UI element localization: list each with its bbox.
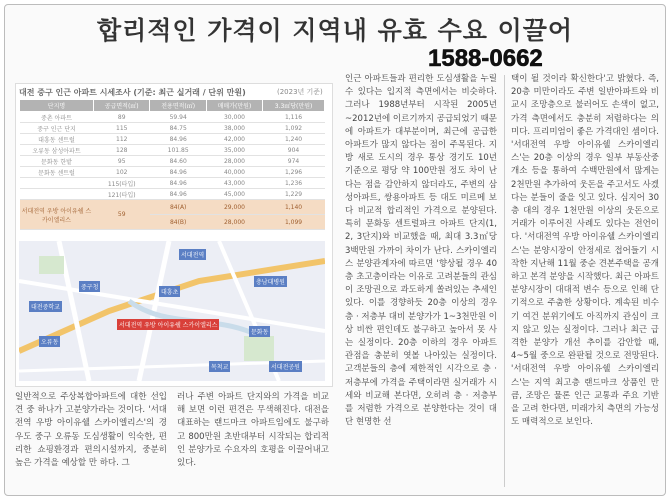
table-row — [20, 156, 325, 167]
table-header: 공급면적(㎡) — [94, 100, 150, 112]
column-divider — [504, 75, 505, 487]
main-location-pin: 서대전역 우방 아이유쉘 스카이엘리스 — [117, 319, 219, 330]
table-cell: 1,296 — [263, 167, 325, 178]
table-cell: 102 — [94, 167, 150, 178]
table-row-highlight — [20, 200, 325, 215]
table-cell — [20, 178, 94, 189]
location-map — [19, 241, 325, 381]
table-row — [20, 167, 325, 178]
map-pin: 대흥초 — [159, 286, 180, 297]
article-text: 인근 아파트들과 편리한 도심생활을 누릴 수 있다는 입지적 측면에서는 비슷하다. 그러나 1988년부터 시작된 2005년~2012년에 이르기까지 공급되었기 때문에 아파트가 대부분이며, 최근에 공급한 아파트가 많지 않다는 점이 주목된다. 지방 새로 도시의 경우 통상 경기도 10년 기준으로 평당 약 100만원 정도 차이 난다는 점을 감안하지 않더라도, 주변의 삼성아파트, 쌍용아파트 등 대도 미르메 보다 비교적 합리적인 가격으로 분양된다. 특히 문화동 센트럴파크 아파트 단지(1, 2, 3단지)와 비교했을 때, 최대 3.3㎡당 3백만원 가까이 차이가 난다. 스카이엘리스 분양관계자에 따르면 '향상될 경우 40층 초고층이라는 이유로 고려분들의 관심이 조망권으로 과도하게 쏠려있는 추세인 있다. 이를 경향하듯 20층 이상의 경우 층 · 저층부 대비 분양가가 1~3천만원 이상 비싼 편인데도 불구하고 높아서 못 사는 실정이다. 20층 이하의 경우 아파트 관점을 충분히 엿볼 나아있는 실정이다. 고객분들의 층에 제한적인 시각으로 층 · 저층부에 가격을 주택이라면 실거래가 시세와 비교해 본다면, 오히려 층 · 저층부를 저렴한 가격으로 분양한다는 것이 대단 현명한 선 — [345, 74, 497, 428]
table-cell: 1,236 — [263, 178, 325, 189]
map-pin: 오류동 — [39, 336, 60, 347]
table-row — [20, 123, 325, 134]
newspaper-page — [4, 4, 666, 496]
table-cell: 89 — [94, 112, 150, 123]
table-cell: 101.85 — [150, 145, 206, 156]
table-cell: 59.94 — [150, 112, 206, 123]
article-text: 러나 주변 아파트 단지와의 가격을 비교해 보면 이런 편견은 무색해진다. 대전을 대표하는 랜드마크 아파트임에도 불구하고 800만원 초반대부터 시작되는 합리적인 분양가로 수요자의 호평을 이끌어내고 있다. — [177, 392, 329, 469]
table-cell: 30,000 — [206, 112, 262, 123]
table-cell: 84.96 — [150, 189, 206, 200]
table-cell: 1,116 — [263, 112, 325, 123]
table-cell — [20, 189, 94, 200]
table-cell: 84(B) — [150, 215, 206, 230]
table-cell: 40,000 — [206, 167, 262, 178]
table-cell: 1,092 — [263, 123, 325, 134]
highlight-area: 59 — [94, 200, 150, 230]
table-cell: 42,000 — [206, 134, 262, 145]
table-cell: 121(타입) — [94, 189, 150, 200]
table-cell: 1,140 — [263, 200, 325, 215]
table-row — [20, 189, 325, 200]
table-cell: 43,000 — [206, 178, 262, 189]
table-cell: 115 — [94, 123, 150, 134]
table-row — [20, 134, 325, 145]
table-cell: 문화동 한밭 — [20, 156, 94, 167]
article-text: 일반적으로 주상복합아파트에 대한 선입견 중 하나가 고분양가라는 것이다. '서대전역 우방 아이유쉘 스카이엘리스'의 경우도 중구 오류동 도심생활이 익숙한, 편리한 쇼핑환경과 편의시설까지, 중분히 높은 가격을 예상할 만 하다. 그 — [15, 392, 167, 469]
table-cell: 1,240 — [263, 134, 325, 145]
table-cell: 84.96 — [150, 134, 206, 145]
phone-number: 1588-0662 — [428, 45, 543, 72]
map-pin: 충남대병원 — [254, 276, 287, 287]
table-cell: 1,099 — [263, 215, 325, 230]
table-cell: 35,000 — [206, 145, 262, 156]
table-cell: 중촌 아파트 — [20, 112, 94, 123]
table-cell: 974 — [263, 156, 325, 167]
table-cell: 대흥동 센트럴 — [20, 134, 94, 145]
table-note: (2023년 기준) — [277, 88, 323, 96]
table-row — [20, 145, 325, 156]
table-header-row — [20, 100, 325, 112]
table-header: 단지명 — [20, 100, 94, 112]
table-cell: 84.96 — [150, 167, 206, 178]
table-cell: 84.96 — [150, 178, 206, 189]
table-header: 전용면적(㎡) — [150, 100, 206, 112]
table-cell: 45,000 — [206, 189, 262, 200]
table-cell: 84.75 — [150, 123, 206, 134]
table-cell: 29,000 — [206, 200, 262, 215]
table-row — [20, 178, 325, 189]
article-column-1b — [177, 391, 329, 470]
article-column-1a — [15, 391, 167, 470]
price-table — [19, 99, 325, 230]
article-text: 택이 될 것이라 확신한다'고 밝혔다. 즉, 20층 미만이라도 주변 일반아파트와 비교시 조망층으로 불러어도 손색이 없고, 가격 측면에서도 충분히 저렴하다는 의미다. 프리미엄이 좋은 가격대인 셈이다. '서대전역 우방 아이유쉘 스카이엘리스'는 20층 이상의 경우 일부 부동산중개소 등을 통하여 수백만원에서 많게는 2천만원 추가하여 웃돈을 주고서도 사겠다는 분들이 줄을 잇고 있다. 심지어 30층 대의 경우 1천만원 이상의 웃돈으로 거래가 이루어진 사례도 있다는 전언이다. '서대전역 우방 아이유쉘 스카이엘리스'는 분양시장이 안정세로 접어들기 시작한 지난해 11월 중순 견본주택을 공개하고 본격 분양을 시작했다. 최근 아파트 분양시장이 대대적 변수 등으로 인해 단기적으로 주춤한 상황이다. 계속된 비수기 여건 분위기에도 아직까지 관심이 크지 않고 있는 실정이다. 그러나 최근 급격한 분양가 개선 추이를 감안할 때, 4~5월 중으로 완판될 것으로 전망된다. '서대전역 우방 아이유쉘 스카이엘리스'는 지역 최고층 랜드마크 상품인 만큼, 조망은 물론 인근 교통과 주요 기반을 고려 한다면, 미래가치 측면의 가능성도 매력적으로 보인다. — [511, 74, 659, 428]
highlight-name: 서대전역 우방 아이유쉘 스카이엘리스 — [20, 200, 94, 230]
table-cell: 115(타입) — [94, 178, 150, 189]
table-cell: 중구 인근 단지 — [20, 123, 94, 134]
table-cell: 904 — [263, 145, 325, 156]
table-row — [20, 112, 325, 123]
table-cell: 문화동 센트럴 — [20, 167, 94, 178]
table-cell: 112 — [94, 134, 150, 145]
map-pin: 문화동 — [249, 326, 270, 337]
table-cell: 28,000 — [206, 156, 262, 167]
table-header: 3.3㎡당(만원) — [263, 100, 325, 112]
map-pin: 서대전역 — [179, 249, 206, 260]
table-title: 대전 중구 인근 아파트 시세조사 (기준: 최근 실거래 / 단위 만원) — [19, 88, 246, 97]
table-cell: 128 — [94, 145, 150, 156]
article-headline: 합리적인 가격이 지역내 유효 수요 이끌어 — [96, 16, 574, 45]
article-column-3 — [511, 73, 659, 429]
map-pin: 중구청 — [79, 281, 100, 292]
table-cell: 28,000 — [206, 215, 262, 230]
map-pin: 서대전공원 — [269, 361, 302, 372]
table-cell: 38,000 — [206, 123, 262, 134]
map-pin: 목척교 — [209, 361, 230, 372]
table-header: 매매가(만원) — [206, 100, 262, 112]
article-column-2 — [345, 73, 497, 429]
map-pin: 대전중학교 — [29, 301, 62, 312]
table-cell: 84(A) — [150, 200, 206, 215]
table-cell: 오류동 삼성아파트 — [20, 145, 94, 156]
table-cell: 1,229 — [263, 189, 325, 200]
map-roads — [19, 241, 325, 381]
table-cell: 95 — [94, 156, 150, 167]
table-cell: 84.60 — [150, 156, 206, 167]
